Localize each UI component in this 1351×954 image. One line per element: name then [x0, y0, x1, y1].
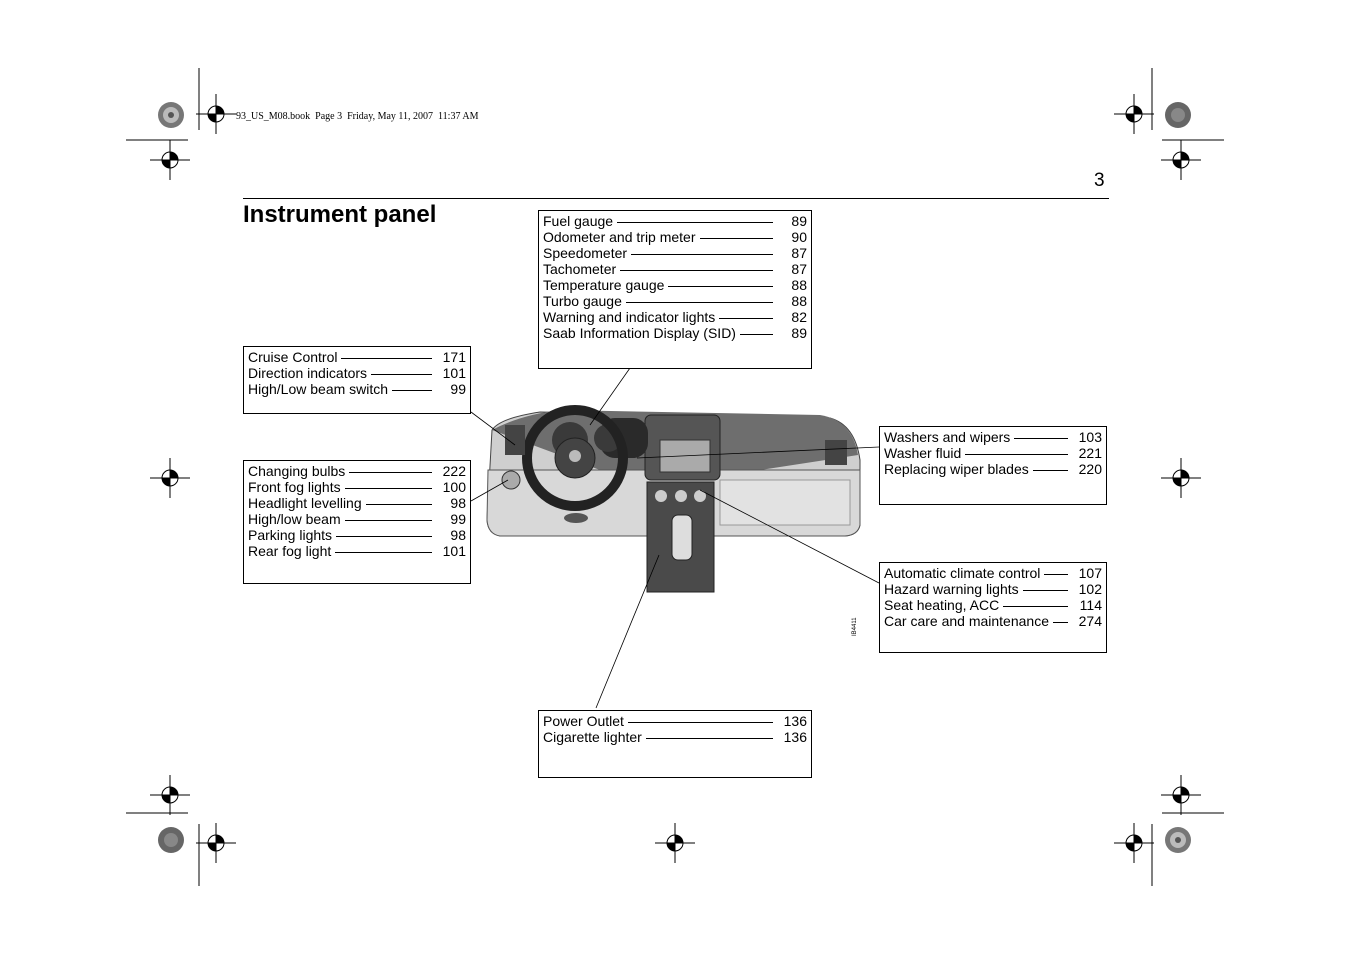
callout-climate — [879, 562, 1107, 653]
callout-stalk — [243, 346, 471, 414]
index-row: Hazard warning lights 102 — [884, 581, 1102, 597]
index-row: Tachometer 87 — [543, 261, 807, 277]
index-row: Headlight levelling 98 — [248, 495, 466, 511]
index-row: Fuel gauge 89 — [543, 213, 807, 229]
index-row: Saab Information Display (SID) 89 — [543, 325, 807, 341]
index-row: Changing bulbs 222 — [248, 463, 466, 479]
index-row: Replacing wiper blades 220 — [884, 461, 1102, 477]
index-row: Car care and maintenance 274 — [884, 613, 1102, 629]
index-row: Rear fog light 101 — [248, 543, 466, 559]
index-row: Front fog lights 100 — [248, 479, 466, 495]
index-row: High/low beam 99 — [248, 511, 466, 527]
file-metadata: 93_US_M08.book Page 3 Friday, May 11, 2007 11:37 AM — [236, 111, 479, 122]
index-row: Washer fluid 221 — [884, 445, 1102, 461]
index-row: Washers and wipers 103 — [884, 429, 1102, 445]
index-row: Temperature gauge 88 — [543, 277, 807, 293]
callout-wipers — [879, 426, 1107, 505]
image-code: IB4411 — [852, 617, 858, 636]
callout-lights — [243, 460, 471, 584]
index-row: Direction indicators 101 — [248, 365, 466, 381]
index-row: Parking lights 98 — [248, 527, 466, 543]
index-row: Warning and indicator lights 82 — [543, 309, 807, 325]
index-row: Automatic climate control 107 — [884, 565, 1102, 581]
header-rule — [243, 198, 1109, 199]
index-row: Cruise Control 171 — [248, 349, 466, 365]
callout-power — [538, 710, 812, 778]
page-title: Instrument panel — [243, 201, 437, 228]
callout-gauges — [538, 210, 812, 369]
index-row: High/Low beam switch 99 — [248, 381, 466, 397]
dashboard-illustration — [487, 410, 860, 592]
index-row: Seat heating, ACC 114 — [884, 597, 1102, 613]
page-number: 3 — [1094, 170, 1105, 191]
index-row: Odometer and trip meter 90 — [543, 229, 807, 245]
index-row: Turbo gauge 88 — [543, 293, 807, 309]
index-row: Speedometer 87 — [543, 245, 807, 261]
index-row: Cigarette lighter 136 — [543, 729, 807, 745]
index-row: Power Outlet 136 — [543, 713, 807, 729]
